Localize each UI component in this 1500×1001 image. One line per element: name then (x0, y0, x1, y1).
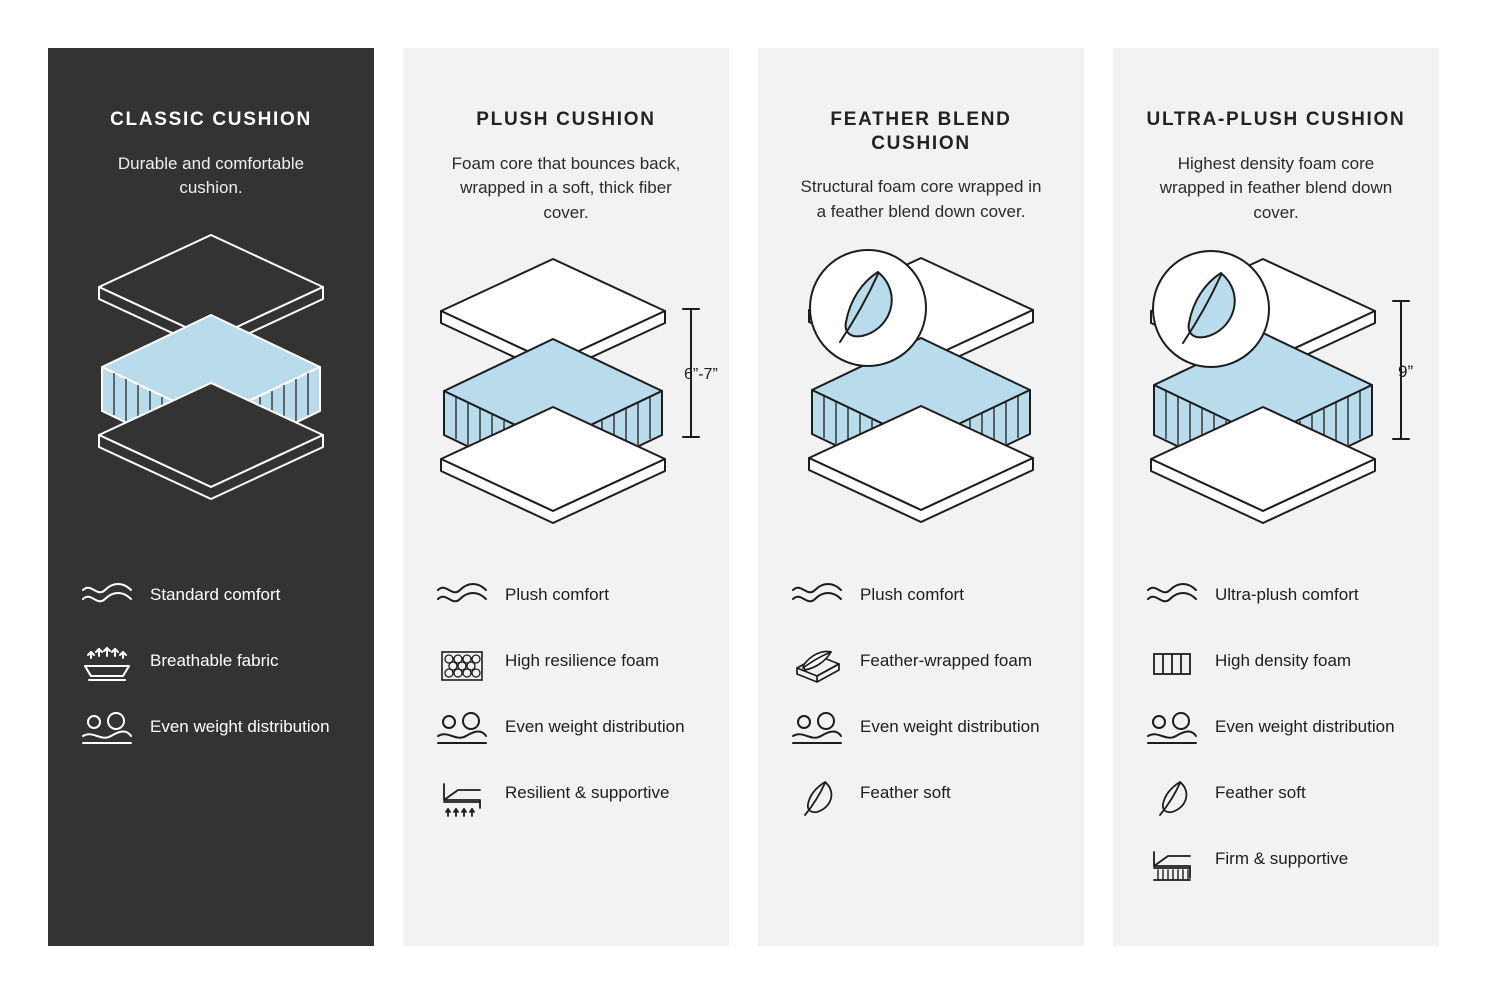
wave-icon (1139, 578, 1205, 606)
card-title: PLUSH CUSHION (476, 109, 656, 130)
even-weight-icon (74, 710, 140, 748)
feature-item (429, 578, 703, 622)
feather-wrapped-foam-icon (784, 644, 850, 686)
feature-item (1139, 644, 1413, 688)
card-ultra-plush-cushion[interactable] (1113, 48, 1439, 946)
feature-label: Breathable fabric (150, 651, 279, 670)
feature-item (784, 644, 1058, 688)
feature-label: High resilience foam (505, 651, 660, 670)
feature-label: Feather-wrapped foam (860, 651, 1032, 670)
exploded-cushion-illustration (403, 239, 729, 539)
feature-item (784, 578, 1058, 622)
feature-label: Even weight distribution (860, 717, 1040, 736)
card-description: Highest density foam core wrapped in feather blend down cover. (1159, 153, 1393, 222)
card-title: CLASSIC CUSHION (110, 109, 312, 130)
wave-icon (74, 578, 140, 606)
feature-item (1139, 710, 1413, 754)
high-density-foam-icon (1139, 644, 1205, 682)
feature-item (74, 710, 348, 754)
feature-label: Standard comfort (150, 585, 281, 604)
even-weight-icon (784, 710, 850, 748)
card-feather-blend-cushion[interactable] (758, 48, 1084, 946)
features-list (48, 578, 374, 776)
card-title: FEATHER BLEND CUSHION (830, 109, 1012, 154)
breathable-fabric-icon (74, 644, 140, 686)
feature-item (1139, 578, 1413, 622)
supportive-seat-icon (429, 776, 495, 818)
feather-badge (1153, 251, 1269, 367)
exploded-cushion-illustration (758, 238, 1084, 538)
feature-item (429, 710, 703, 754)
feature-label: Even weight distribution (150, 717, 330, 736)
feather-badge (810, 250, 926, 366)
feature-label: Feather soft (860, 783, 951, 802)
wave-icon (784, 578, 850, 606)
card-description: Foam core that bounces back, wrapped in a soft, thick fiber cover. (451, 153, 681, 222)
feature-item (429, 776, 703, 820)
cushion-diagram-classic (48, 215, 374, 515)
cards-container (48, 48, 1439, 946)
cushion-diagram-feather-blend (758, 238, 1084, 538)
card-classic-cushion[interactable] (48, 48, 374, 946)
feature-label: Even weight distribution (505, 717, 685, 736)
features-list (1113, 578, 1439, 908)
even-weight-icon (1139, 710, 1205, 748)
feature-label: Firm & supportive (1215, 849, 1349, 868)
feature-label: Plush comfort (860, 585, 964, 604)
cushion-diagram-ultra-plush (1113, 239, 1439, 539)
card-plush-cushion[interactable] (403, 48, 729, 946)
feature-item (74, 644, 348, 688)
feature-label: Plush comfort (505, 585, 609, 604)
dimension-label: 6”-7” (684, 366, 718, 384)
dimension-label: 9” (1398, 362, 1414, 382)
feature-label: Ultra-plush comfort (1215, 585, 1359, 604)
feature-item (784, 776, 1058, 820)
feature-item (1139, 842, 1413, 886)
feature-label: High density foam (1215, 651, 1352, 670)
feature-item (429, 644, 703, 688)
even-weight-icon (429, 710, 495, 748)
feature-label: Resilient & supportive (505, 783, 670, 802)
feature-item (1139, 776, 1413, 820)
features-list (758, 578, 1084, 842)
feature-label: Feather soft (1215, 783, 1306, 802)
features-list (403, 578, 729, 842)
card-title: ULTRA-PLUSH CUSHION (1146, 109, 1406, 130)
feature-item (74, 578, 348, 622)
feature-label: Even weight distribution (1215, 717, 1395, 736)
feature-item (784, 710, 1058, 754)
cushion-diagram-plush (403, 239, 729, 539)
firm-supportive-icon (1139, 842, 1205, 884)
card-description: Structural foam core wrapped in a feather blend down cover. (800, 177, 1042, 221)
card-description: Durable and comfortable cushion. (117, 153, 305, 198)
feather-icon (1139, 776, 1205, 818)
exploded-cushion-illustration (48, 215, 374, 515)
wave-icon (429, 578, 495, 606)
exploded-cushion-illustration (1113, 239, 1439, 539)
feather-icon (784, 776, 850, 818)
honeycomb-foam-icon (429, 644, 495, 686)
